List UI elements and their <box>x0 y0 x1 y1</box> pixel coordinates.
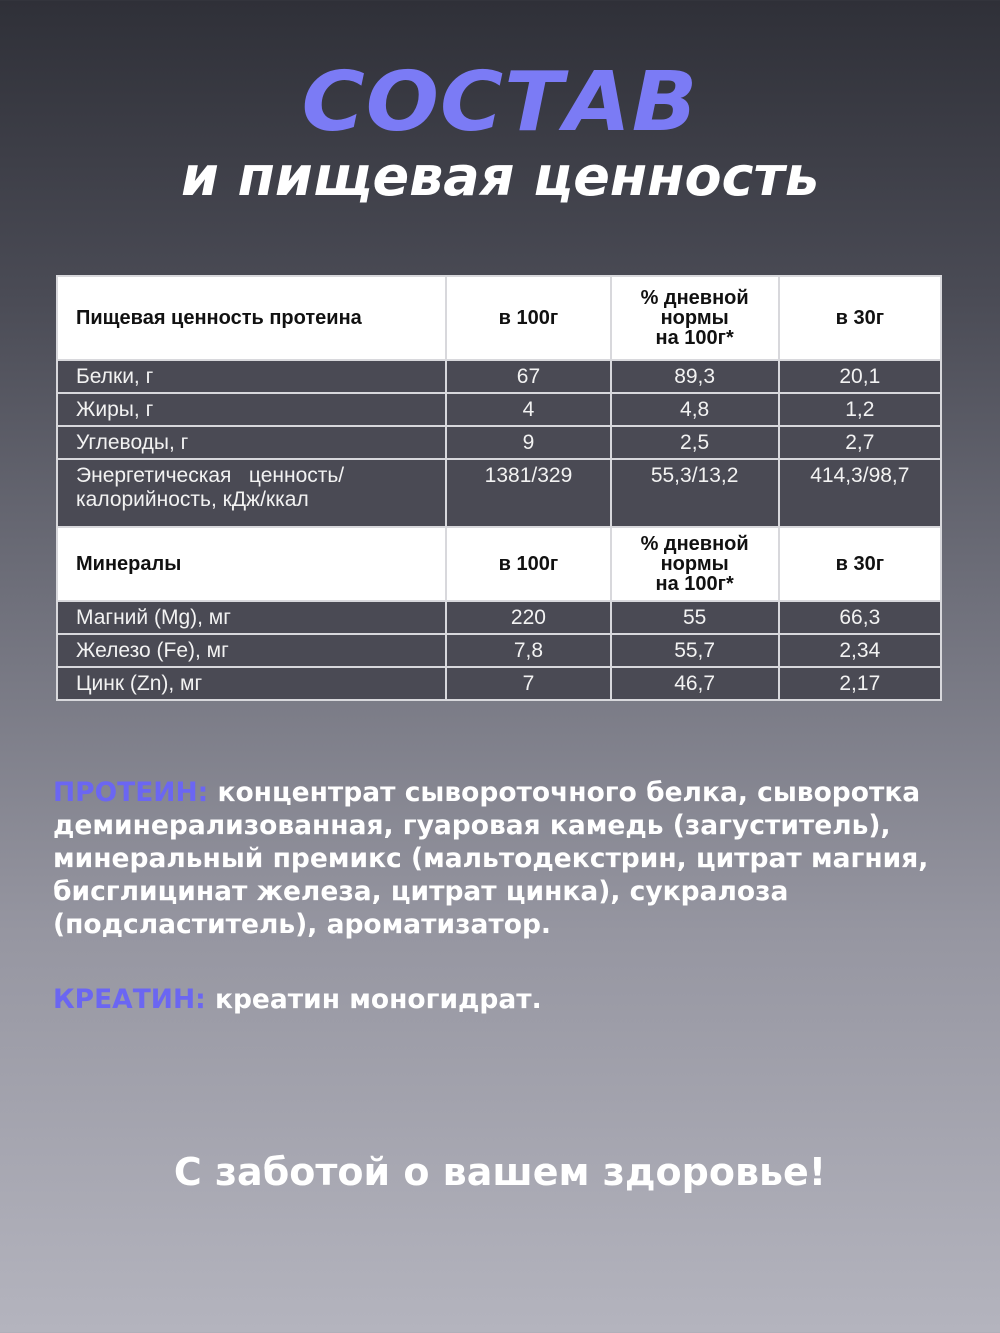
value-per-100g: 7,8 <box>446 634 610 667</box>
value-per-100g: 67 <box>446 360 610 393</box>
protein-composition <box>53 776 953 941</box>
row-name: Цинк (Zn), мг <box>57 667 446 700</box>
page-subtitle: и пищевая ценность <box>180 145 819 208</box>
table-row <box>57 360 941 393</box>
value-per-100g: 4 <box>446 393 610 426</box>
column-header-pct-line: нормы <box>660 553 729 575</box>
value-per-100g: 220 <box>446 601 610 634</box>
value-per-30g: 2,34 <box>779 634 941 667</box>
value-daily-pct: 46,7 <box>611 667 779 700</box>
table-header-row <box>57 527 941 601</box>
column-header-pct-line: нормы <box>660 307 729 329</box>
value-daily-pct: 55,7 <box>611 634 779 667</box>
value-per-100g: 7 <box>446 667 610 700</box>
value-per-30g: 1,2 <box>779 393 941 426</box>
table-row <box>57 601 941 634</box>
row-name: Жиры, г <box>57 393 446 426</box>
row-name-line: калорийность, кДж/ккал <box>76 488 309 511</box>
page-title: СОСТАВ <box>301 55 699 150</box>
column-header-pct-line: на 100г* <box>655 573 734 595</box>
table-row <box>57 667 941 700</box>
creatine-composition <box>53 983 953 1016</box>
row-name: Магний (Mg), мг <box>57 601 446 634</box>
value-daily-pct: 89,3 <box>611 360 779 393</box>
column-header-100g: в 100г <box>446 527 610 601</box>
value-per-30g: 66,3 <box>779 601 941 634</box>
row-name: Железо (Fe), мг <box>57 634 446 667</box>
column-header-daily-pct <box>611 527 779 601</box>
column-header-pct-line: % дневной <box>640 287 749 309</box>
row-name: Углеводы, г <box>57 426 446 459</box>
footer-slogan: С заботой о вашем здоровье! <box>173 1150 827 1194</box>
value-per-30g: 2,7 <box>779 426 941 459</box>
creatine-label: КРЕАТИН: <box>53 984 206 1015</box>
column-header-30g: в 30г <box>779 276 941 360</box>
value-per-100g: 1381/329 <box>446 459 610 527</box>
table-row <box>57 459 941 527</box>
value-per-30g: 20,1 <box>779 360 941 393</box>
table-row <box>57 634 941 667</box>
column-header-pct-line: на 100г* <box>655 327 734 349</box>
column-header-100g: в 100г <box>446 276 610 360</box>
row-name <box>57 459 446 527</box>
row-name: Белки, г <box>57 360 446 393</box>
protein-ingredients: концентрат сывороточного белка, сыворотка деминерализованная, гуаровая камедь (загуститель), минеральный премикс (мальтодекстрин, цитрат магния, бисглицинат железа, цитрат цинка), сукралоза (подсластитель), ароматизатор. <box>53 777 929 940</box>
value-per-30g: 414,3/98,7 <box>779 459 941 527</box>
table-row <box>57 393 941 426</box>
table-row <box>57 426 941 459</box>
nutrition-table <box>56 275 942 701</box>
value-daily-pct: 2,5 <box>611 426 779 459</box>
section-header-protein: Пищевая ценность протеина <box>57 276 446 360</box>
creatine-ingredients: креатин моногидрат. <box>205 984 542 1015</box>
column-header-30g: в 30г <box>779 527 941 601</box>
column-header-daily-pct <box>611 276 779 360</box>
value-per-30g: 2,17 <box>779 667 941 700</box>
value-daily-pct: 55 <box>611 601 779 634</box>
row-name-line: Энергетическая ценность/ <box>76 464 345 487</box>
column-header-pct-line: % дневной <box>640 533 749 555</box>
table-header-row <box>57 276 941 360</box>
value-daily-pct: 55,3/13,2 <box>611 459 779 527</box>
protein-label: ПРОТЕИН: <box>53 777 209 808</box>
value-daily-pct: 4,8 <box>611 393 779 426</box>
value-per-100g: 9 <box>446 426 610 459</box>
section-header-minerals: Минералы <box>57 527 446 601</box>
